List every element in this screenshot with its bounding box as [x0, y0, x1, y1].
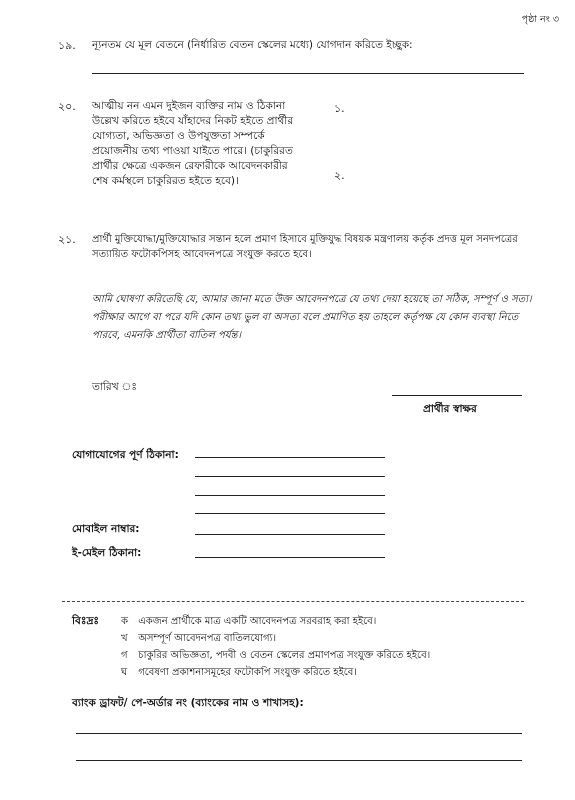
declaration-line: আমি ঘোষণা করিতেছি যে, আমার জানা মতে উক্ত আবেদনপত্রে যে তথ্য দেয়া হয়েছে তা সঠিক, সম্পূর্ণ ও সত্য।	[92, 294, 532, 305]
declaration-line: পরীক্ষার আগে বা পরে যদি কোন তথ্য ভুল বা অসত্য বলে প্রমাণিত হয় তাহলে কর্তৃপক্ষ যে কোন ব্যবস্থা নিতে	[92, 312, 519, 323]
page-number: পৃষ্ঠা নং ৩	[521, 14, 559, 25]
bank-draft-line-2[interactable]	[76, 760, 522, 761]
note-text: গবেষণা প্রকাশনাসমূহের ফটোকপি সংযুক্ত করিতে হইবে।	[138, 667, 357, 678]
dashed-separator	[62, 601, 524, 602]
email-label: ই-মেইল ঠিকানা:	[72, 547, 142, 559]
note-item	[121, 648, 430, 663]
item-19-text: ন্যূনতম যে মূল বেতনে (নির্ধারিত বেতন স্কেলের মধ্যে) যোগদান করিতে ইচ্ছুক:	[92, 39, 413, 51]
note-letter: গ	[121, 650, 128, 661]
declaration-line: পারবে, এমনকি প্রার্থীতা বাতিল পর্যন্ত।	[92, 330, 242, 341]
referee-1-number: ১.	[334, 102, 345, 115]
item-20-line: প্রার্থীর ক্ষেত্রে একজন রেফারীকে আবেদনকারীর	[92, 160, 288, 172]
address-line-2[interactable]	[195, 476, 385, 477]
address-line-4[interactable]	[195, 513, 385, 514]
item-21-line: সত্যায়িত ফটোকপিসহ আবেদনপত্রে সংযুক্ত করতে হবে।	[92, 249, 312, 260]
item-19-number: ১৯.	[58, 39, 76, 52]
note-item	[121, 631, 430, 646]
item-20-line: উল্লেখ করিতে হইবে যাঁহাদের নিকট হইতে প্রার্থীর	[92, 115, 294, 127]
signature-label: প্রার্থীর স্বাক্ষর	[423, 403, 477, 415]
item-20-text	[92, 99, 307, 189]
notes-label: বিঃদ্রঃ	[72, 615, 100, 627]
item-20-line: যোগ্যতা, অভিজ্ঞতা ও উপযুক্ততা সম্পর্কে	[92, 130, 265, 142]
signature-line[interactable]	[392, 395, 522, 396]
mobile-line[interactable]	[195, 534, 385, 535]
note-text: অসম্পূর্ণ আবেদনপত্র বাতিলযোগ্য।	[138, 633, 277, 644]
address-line-1[interactable]	[195, 457, 385, 458]
bank-draft-line-1[interactable]	[76, 733, 522, 734]
declaration	[92, 291, 532, 345]
item-20-line: প্রয়োজনীয় তথ্য পাওয়া যাইতে পারে। (চাকুরিরত	[92, 145, 293, 157]
note-letter: খ	[121, 633, 128, 644]
address-label: যোগাযোগের পূর্ণ ঠিকানা:	[72, 449, 179, 461]
email-line[interactable]	[195, 557, 385, 558]
item-20-line: আত্মীয় নন এমন দুইজন ব্যক্তির নাম ও ঠিকানা	[92, 100, 286, 112]
address-line-3[interactable]	[195, 495, 385, 496]
note-letter: ক	[121, 616, 128, 627]
date-label: তারিখ ঃ	[92, 381, 137, 393]
bank-draft-label: ব্যাংক ড্রাফট/ পে-অর্ডার নং (ব্যাংকের নাম ও শাখাসহ):	[72, 697, 304, 709]
note-item	[121, 614, 430, 629]
note-text: একজন প্রার্থীকে মাত্র একটি আবেদনপত্র সরবরাহ করা হইবে।	[138, 616, 377, 627]
notes-list	[121, 614, 430, 680]
item-19-answer-line[interactable]	[92, 73, 524, 74]
item-20-line: শেষ কর্মস্থলে চাকুরিরত হইতে হবে)।	[92, 175, 239, 187]
mobile-label: মোবাইল নাম্বার:	[72, 523, 140, 535]
note-item	[121, 665, 430, 680]
item-21-text	[92, 232, 532, 262]
note-text: চাকুরির অভিজ্ঞতা, পদবী ও বেতন স্কেলের প্রমাণপত্র সংযুক্ত করিতে হইবে।	[138, 650, 431, 661]
item-21-number: ২১.	[58, 233, 76, 246]
item-21-line: প্রার্থী মুক্তিযোদ্ধা/মুক্তিযোদ্ধার সন্তান হলে প্রমাণ হিসাবে মুক্তিযুদ্ধ বিষয়ক মন্ত্রণালয় কর্তৃক প্রদত্ত মূল সনদপত্রের	[92, 234, 518, 245]
referee-2-number: ২.	[334, 169, 345, 182]
note-letter: ঘ	[121, 667, 128, 678]
item-20-number: ২০.	[58, 100, 76, 113]
